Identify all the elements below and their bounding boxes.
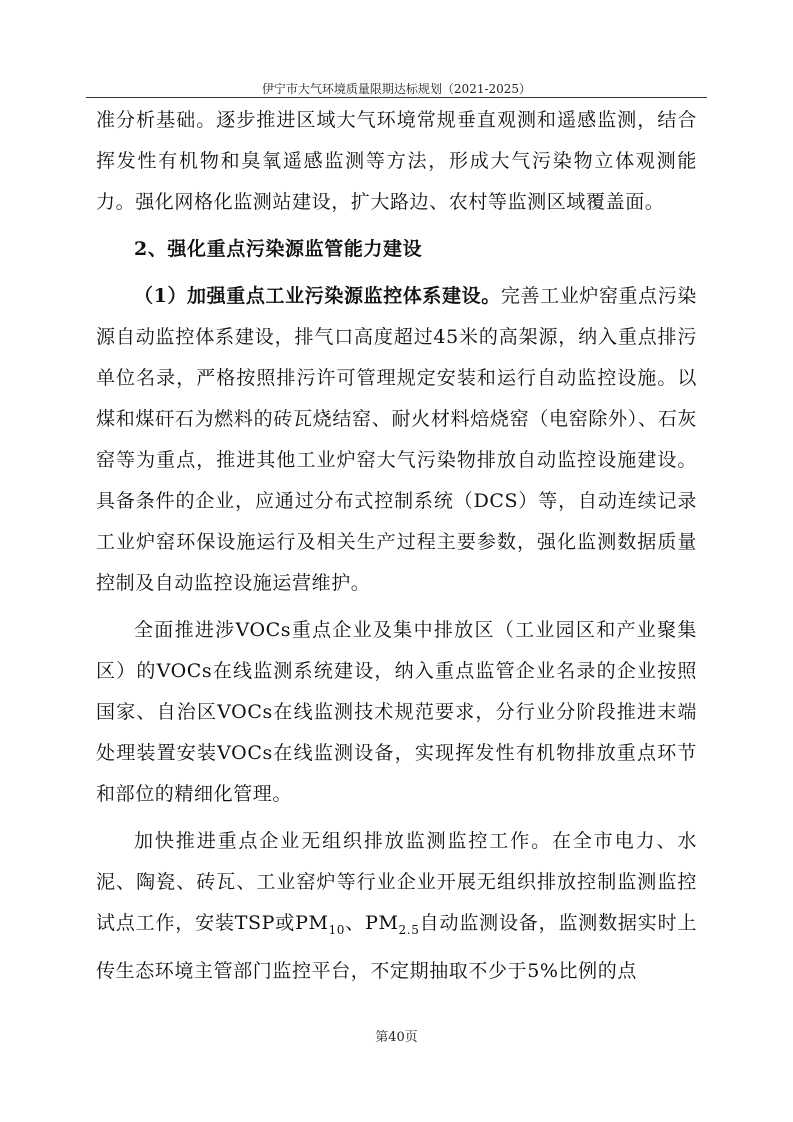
paragraph-fugitive-emissions	[96, 821, 697, 992]
header-divider	[86, 97, 707, 98]
paragraph-vocs-monitoring: 全面推进涉VOCs重点企业及集中排放区（工业园区和产业聚集区）的VOCs在线监测系统建设，纳入重点监管企业名录的企业按照国家、自治区VOCs在线监测技术规范要求，分行业分阶段推进末端处理装置安装VOCs在线监测设备，实现挥发性有机物排放重点环节和部位的精细化管理。	[96, 619, 697, 805]
page-number: 第40页	[375, 1030, 418, 1045]
document-body	[96, 100, 697, 998]
subsection-lead: （1）加强重点工业污染源监控体系建设。	[134, 285, 501, 307]
subsection-text: 完善工业炉窑重点污染源自动监控体系建设，排气口高度超过45米的高架源，纳入重点排污单位名录，严格按照排污许可管理规定安装和运行自动监控设施。以煤和煤矸石为燃料的砖瓦烧结窑、耐火材料焙烧窑（电窑除外）、石灰窑等为重点，推进其他工业炉窑大气污染物排放自动监控设施建设。具备条件的企业，应通过分布式控制系统（DCS）等，自动连续记录工业炉窑环保设施运行及相关生产过程主要参数，强化监测数据质量控制及自动监控设施运营维护。	[96, 285, 697, 594]
paragraph-monitoring-continuation: 准分析基础。逐步推进区域大气环境常规垂直观测和遥感监测，结合挥发性有机物和臭氧遥感监测等方法，形成大气污染物立体观测能力。强化网格化监测站建设，扩大路边、农村等监测区域覆盖面。	[96, 109, 697, 213]
para4-text-c: 自动监测设备，监测数据实时上传生态环境主管部门监控平台，不定期抽取不少于5%比例的点	[96, 912, 698, 982]
para4-text-a: 加快推进重点企业无组织排放监测监控工作。在全市电力、水泥、陶瓷、砖瓦、工业窑炉等行业企业开展无组织排放控制监测监控试点工作，安装TSP或PM	[96, 830, 697, 934]
paragraph-industrial-monitoring	[96, 276, 697, 604]
pm10-subscript: 10	[328, 922, 346, 937]
para4-text-b: 、PM	[345, 912, 399, 934]
pm25-subscript: 2.5	[398, 922, 420, 937]
running-header: 伊宁市大气环境质量限期达标规划（2021-2025）	[261, 82, 532, 96]
section-heading: 2、强化重点污染源监管能力建设	[134, 238, 423, 260]
